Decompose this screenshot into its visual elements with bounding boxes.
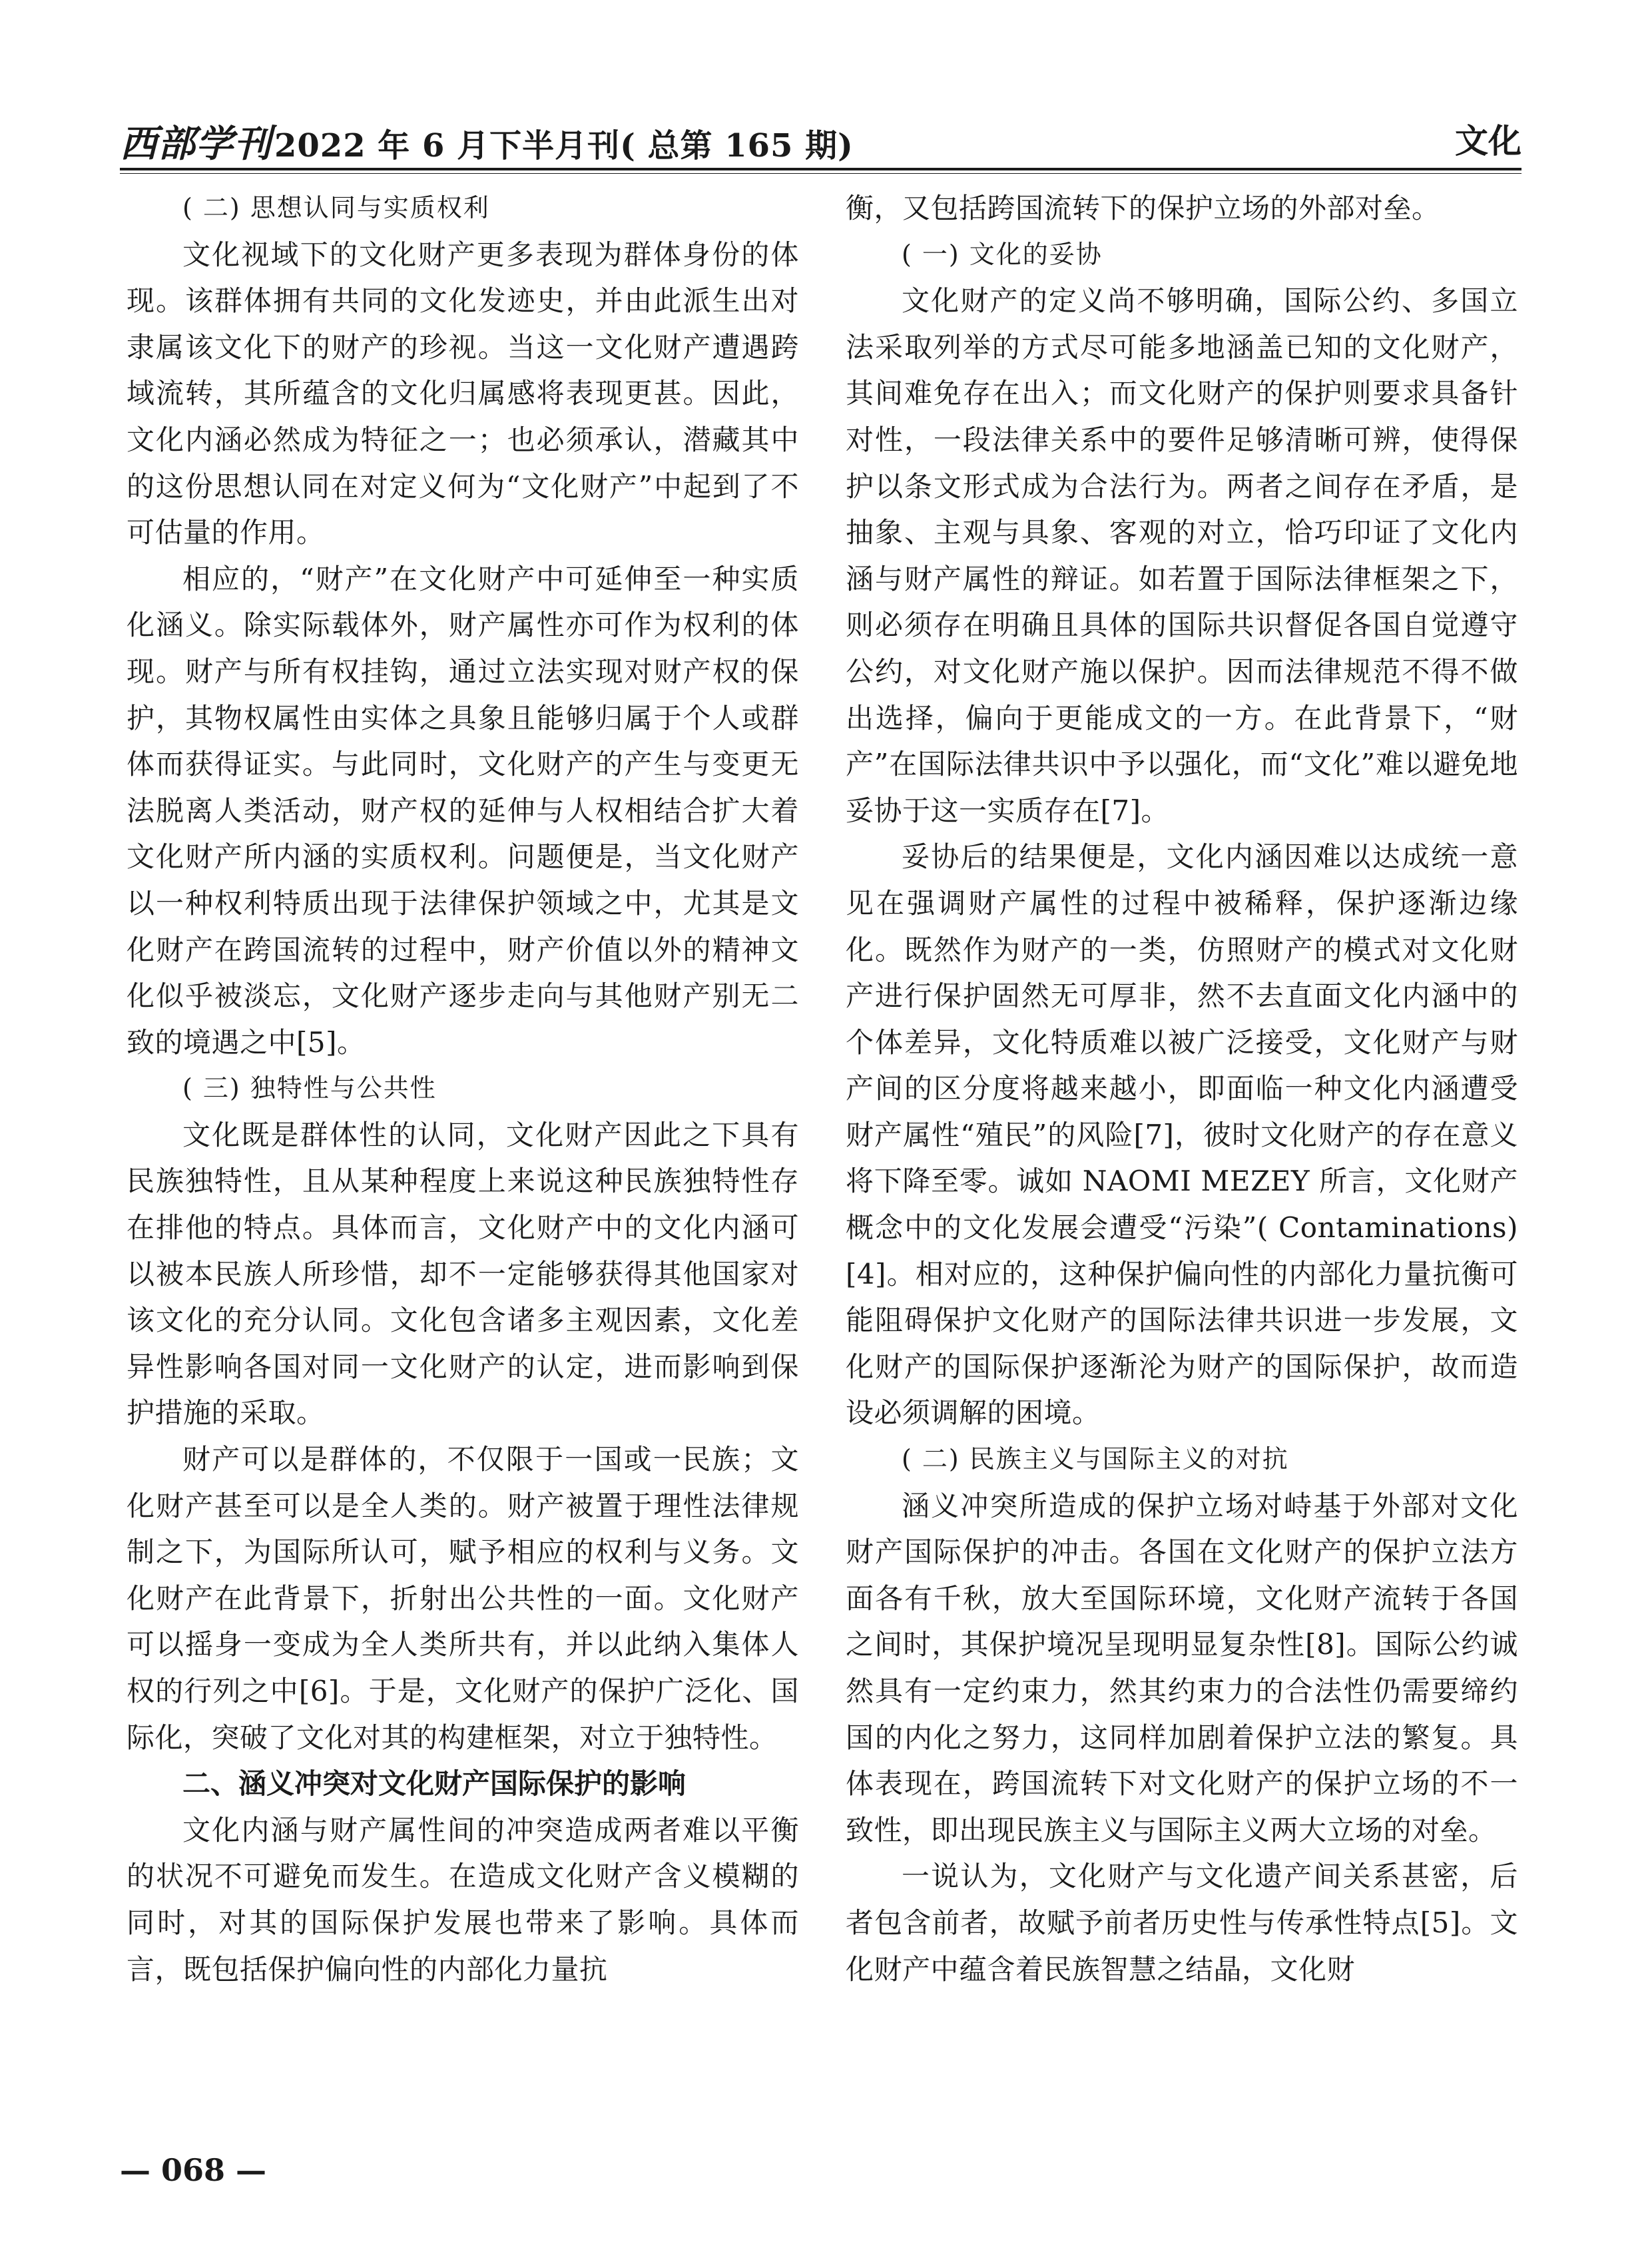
body-paragraph: 相应的，“财产”在文化财产中可延伸至一种实质化涵义。除实际载体外，财产属性亦可作为权利的体现。财产与所有权挂钩，通过立法实现对财产权的保护，其物权属性由实体之具象且能够归属于个人或群体而获得证实。与此同时，文化财产的产生与变更无法脱离人类活动，财产权的延伸与人权相结合扩大着文化财产所内涵的实质权利。问题便是，当文化财产以一种权利特质出现于法律保护领域之中，尤其是文化财产在跨国流转的过程中，财产价值以外的精神文化似乎被淡忘，文化财产逐步走向与其他财产别无二致的境遇之中[5]。 bbox=[127, 562, 799, 1059]
body-paragraph: 文化视域下的文化财产更多表现为群体身份的体现。该群体拥有共同的文化发迹史，并由此派生出对隶属该文化下的财产的珍视。当这一文化财产遭遇跨域流转，其所蕴含的文化归属感将表现更甚。因此，文化内涵必然成为特征之一；也必须承认，潜藏其中的这份思想认同在对定义何为“文化财产”中起到了不可估量的作用。 bbox=[127, 238, 799, 549]
body-paragraph: 文化内涵与财产属性间的冲突造成两者难以平衡的状况不可避免而发生。在造成文化财产含义模糊的同时，对其的国际保护发展也带来了影响。具体而言，既包括保护偏向性的内部化力量抗 bbox=[127, 1813, 799, 1986]
body-paragraph: 妥协后的结果便是，文化内涵因难以达成统一意见在强调财产属性的过程中被稀释，保护逐渐边缘化。既然作为财产的一类，仿照财产的模式对文化财产进行保护固然无可厚非，然不去直面文化内涵中的个体差异，文化特质难以被广泛接受，文化财产与财产间的区分度将越来越小，即面临一种文化内涵遭受财产属性“殖民”的风险[7]，彼时文化财产的存在意义将下降至零。诚如 NAOMI MEZEY 所言，文化财产概念中的文化发展会遭受“污染”( Contaminations)[4]。相对应的，这种保护偏向性的内部化力量抗衡可能阻碍保护文化财产的国际法律共识进一步发展，文化财产的国际保护逐渐沦为财产的国际保护，故而造设必须调解的困境。 bbox=[846, 840, 1518, 1430]
body-paragraph: 文化既是群体性的认同，文化财产因此之下具有民族独特性，且从某种程度上来说这种民族独特性存在排他的特点。具体而言，文化财产中的文化内涵可以被本民族人所珍惜，却不一定能够获得其他国家对该文化的充分认同。文化包含诸多主观因素，文化差异性影响各国对同一文化财产的认定，进而影响到保护措施的采取。 bbox=[127, 1118, 799, 1430]
body-paragraph: 财产可以是群体的，不仅限于一国或一民族；文化财产甚至可以是全人类的。财产被置于理性法律规制之下，为国际所认可，赋予相应的权利与义务。文化财产在此背景下，折射出公共性的一面。文化财产可以摇身一变成为全人类所共有，并以此纳入集体人权的行列之中[6]。于是，文化财产的保护广泛化、国际化，突破了文化对其的构建框架，对立于独特性。 bbox=[127, 1443, 799, 1754]
page-number: — 068 — bbox=[120, 2152, 267, 2188]
journal-logo: 西部学刊 bbox=[120, 122, 272, 166]
running-header bbox=[120, 112, 1521, 165]
right-column bbox=[846, 185, 1518, 2129]
section-name: 文化 bbox=[1455, 122, 1521, 160]
body-paragraph: 文化财产的定义尚不够明确，国际公约、多国立法采取列举的方式尽可能多地涵盖已知的文化财产，其间难免存在出入；而文化财产的保护则要求具备针对性，一段法律关系中的要件足够清晰可辨，使得保护以条文形式成为合法行为。两者之间存在矛盾，是抽象、主观与具象、客观的对立，恰巧印证了文化内涵与财产属性的辩证。如若置于国际法律框架之下，则必须存在明确且具体的国际共识督促各国自觉遵守公约，对文化财产施以保护。因而法律规范不得不做出选择，偏向于更能成文的一方。在此背景下，“财产”在国际法律共识中予以强化，而“文化”难以避免地妥协于这一实质存在[7]。 bbox=[846, 284, 1518, 827]
subsection-heading: ( 一) 文化的妥协 bbox=[902, 239, 1103, 269]
left-column bbox=[127, 185, 799, 2129]
journal-issue-line bbox=[120, 115, 854, 168]
header-rule bbox=[120, 168, 1521, 170]
body-paragraph: 衡，又包括跨国流转下的保护立场的外部对垒。 bbox=[846, 192, 1440, 224]
section-heading: 二、涵义冲突对文化财产国际保护的影响 bbox=[182, 1767, 687, 1801]
header-rule-thin bbox=[120, 173, 1521, 174]
issue-info: 2022 年 6 月下半月刊( 总第 165 期) bbox=[274, 127, 854, 164]
subsection-heading: ( 二) 思想认同与实质权利 bbox=[182, 193, 490, 222]
subsection-heading: ( 二) 民族主义与国际主义的对抗 bbox=[902, 1444, 1289, 1474]
subsection-heading: ( 三) 独特性与公共性 bbox=[182, 1073, 437, 1103]
body-paragraph: 涵义冲突所造成的保护立场对峙基于外部对文化财产国际保护的冲击。各国在文化财产的保护立法方面各有千秋，放大至国际环境，文化财产流转于各国之间时，其保护境况呈现明显复杂性[8]。国际公约诚然具有一定约束力，然其约束力的合法性仍需要缔约国的内化之努力，这同样加剧着保护立法的繁复。具体表现在，跨国流转下对文化财产的保护立场的不一致性，即出现民族主义与国际主义两大立场的对垒。 bbox=[846, 1489, 1518, 1846]
body-paragraph: 一说认为，文化财产与文化遗产间关系甚密，后者包含前者，故赋予前者历史性与传承性特点[5]。文化财产中蕴含着民族智慧之结晶，文化财 bbox=[846, 1860, 1518, 1986]
